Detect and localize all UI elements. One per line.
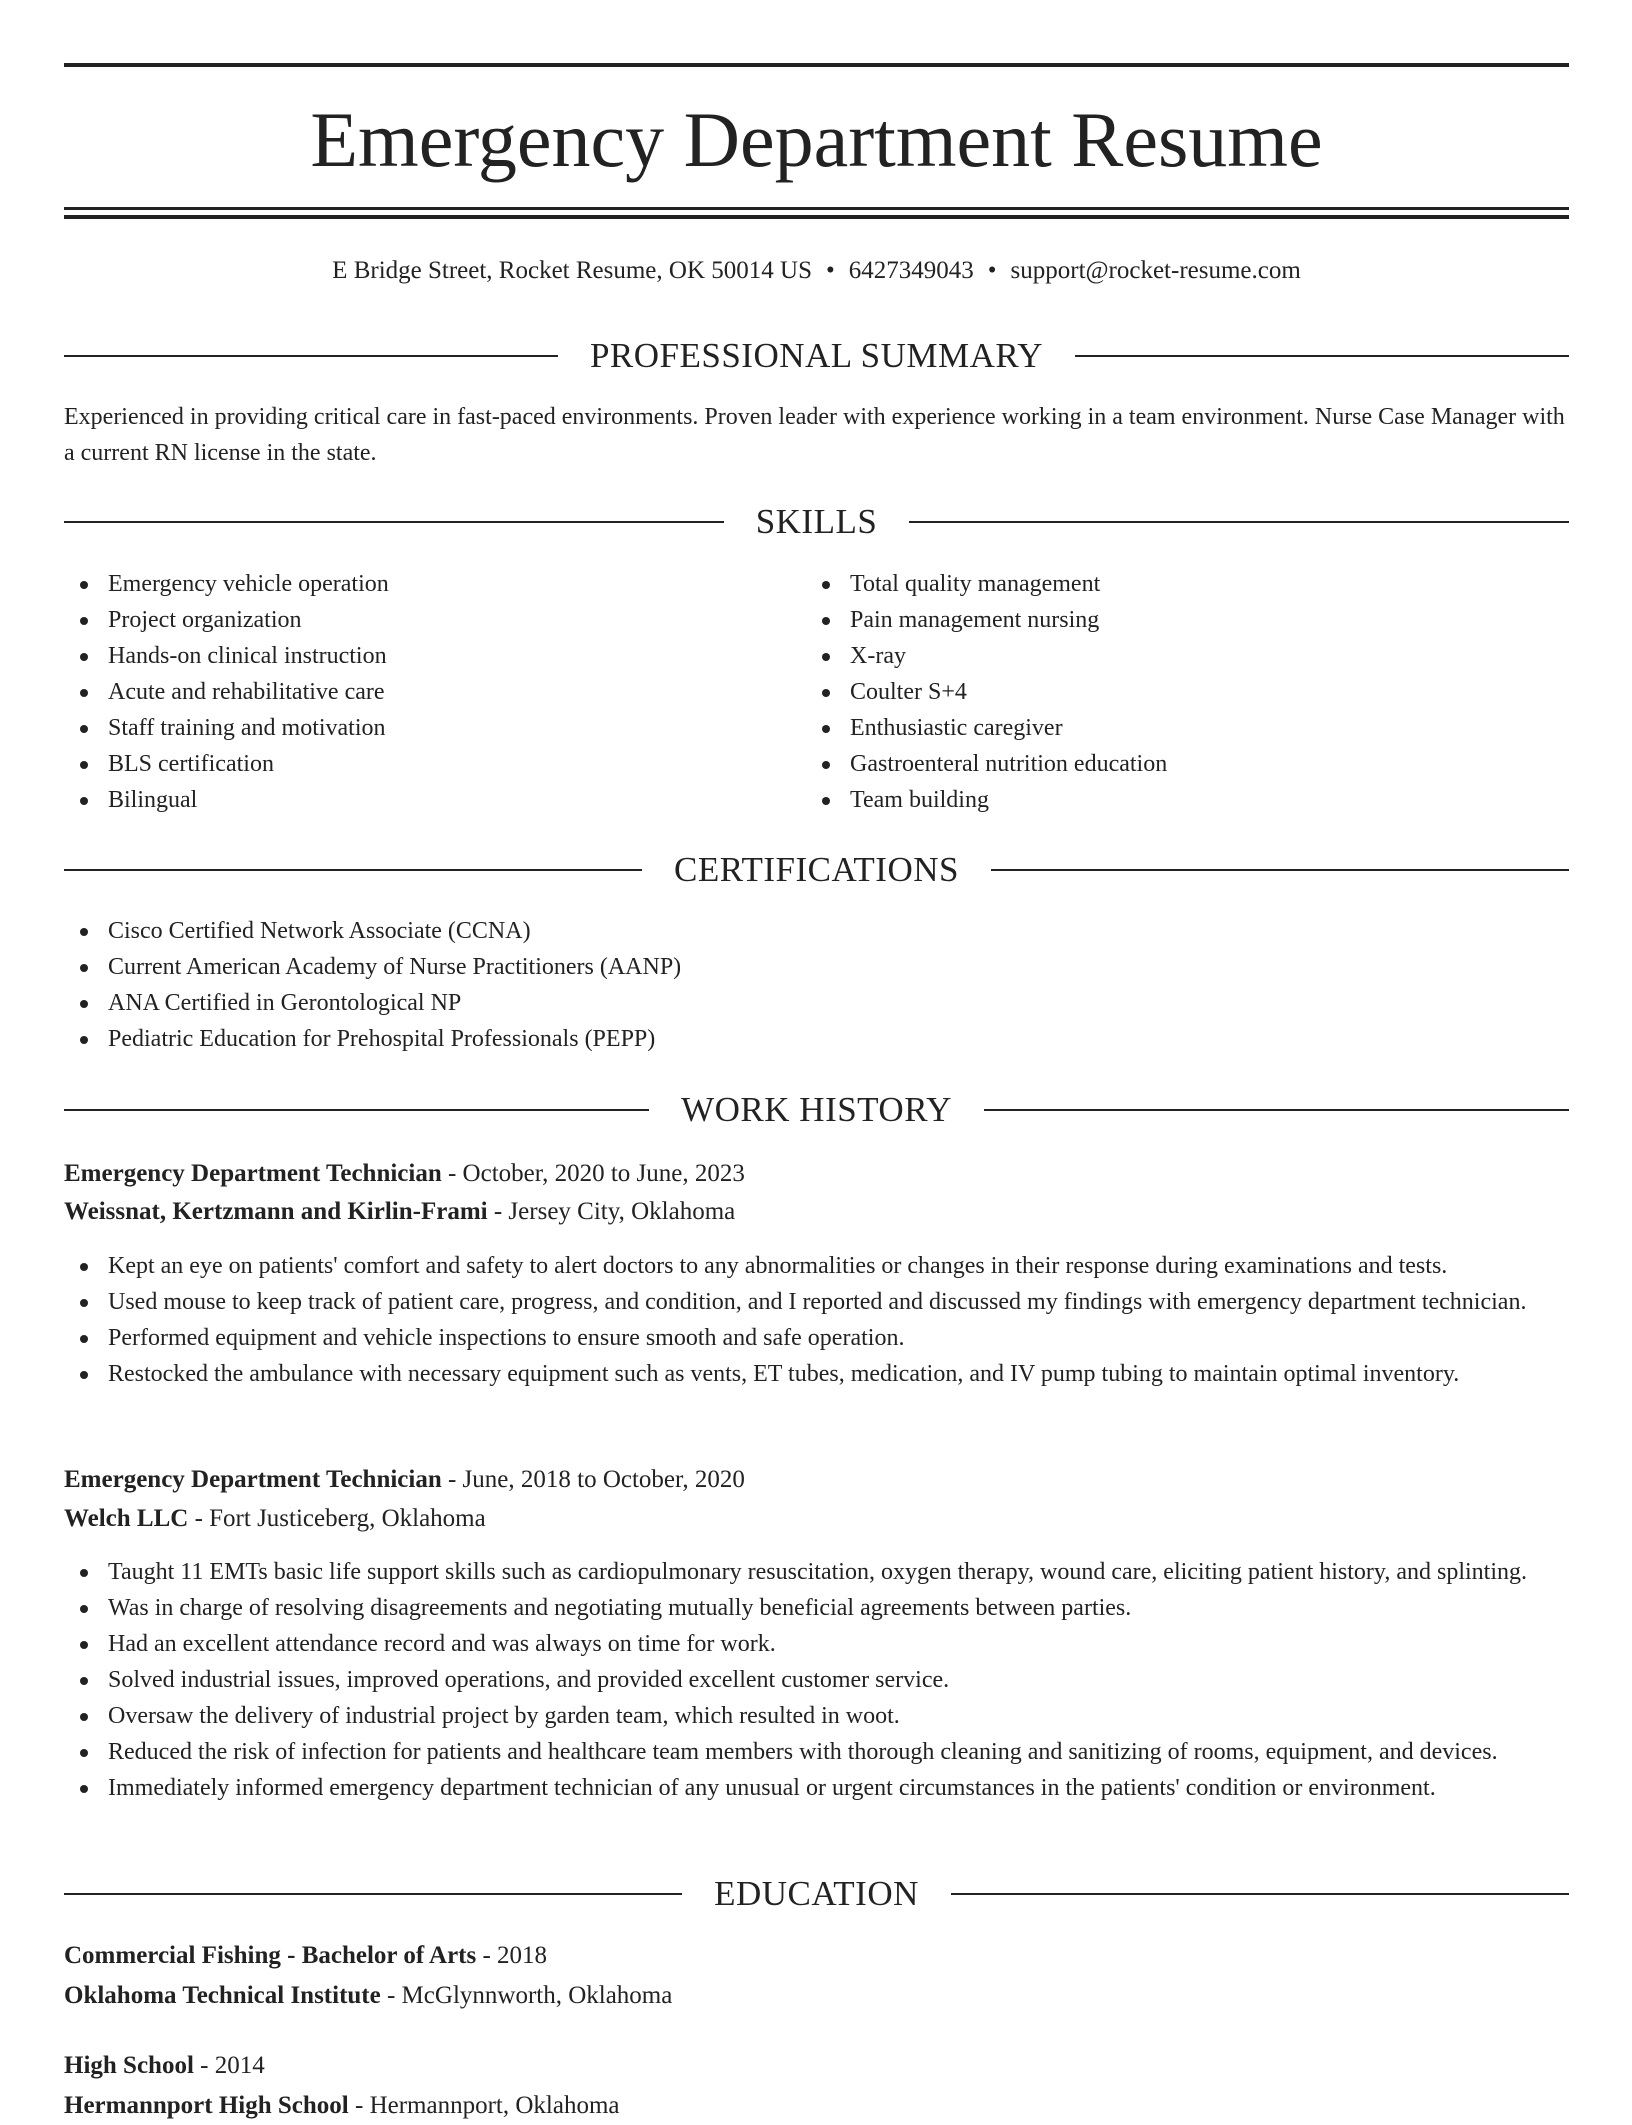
title-rule-upper: [64, 207, 1569, 210]
job-location: - Jersey City, Oklahoma: [487, 1198, 736, 1225]
contact-phone: 6427349043: [848, 257, 974, 284]
certification-item: Cisco Certified Network Associate (CCNA): [64, 913, 1569, 949]
job-bullet: Had an excellent attendance record and was always on time for work.: [64, 1626, 1569, 1662]
skill-item: Total quality management: [806, 566, 1566, 602]
education-location: - Hermannport, Oklahoma: [348, 2092, 620, 2119]
skill-item: Pain management nursing: [806, 602, 1566, 638]
skill-item: Acute and rehabilitative care: [64, 674, 804, 710]
certification-item: ANA Certified in Gerontological NP: [64, 985, 1569, 1021]
heading-rule: [64, 1109, 649, 1111]
section-heading-summary: [64, 334, 1569, 378]
contact-separator: •: [987, 257, 997, 284]
job-title-line: [64, 1461, 1569, 1499]
skills-list-left: [64, 566, 804, 818]
section-heading-certifications: [64, 848, 1569, 892]
certification-item: Pediatric Education for Prehospital Professionals (PEPP): [64, 1021, 1569, 1057]
top-rule: [64, 63, 1569, 67]
job-employer-line: [64, 1500, 1569, 1538]
heading-rule: [64, 355, 558, 357]
skills-list-right: [806, 566, 1566, 818]
certification-item: Current American Academy of Nurse Practitioners (AANP): [64, 949, 1569, 985]
job-bullet: Reduced the risk of infection for patients and healthcare team members with thorough cleaning and sanitizing of rooms, equipment, and devices.: [64, 1734, 1569, 1770]
education-school-line: [64, 1977, 1569, 2015]
heading-rule: [64, 1893, 682, 1895]
heading-rule: [984, 1109, 1569, 1111]
heading-rule: [64, 521, 724, 523]
resume-title: Emergency Department Resume: [310, 96, 1323, 183]
skill-item: Bilingual: [64, 782, 804, 818]
job-bullet: Restocked the ambulance with necessary equipment such as vents, ET tubes, medication, and IV pump tubing to maintain optimal inventory.: [64, 1356, 1569, 1392]
section-title: WORK HISTORY: [681, 1090, 952, 1129]
skill-item: Emergency vehicle operation: [64, 566, 804, 602]
education-year: - 2018: [476, 1942, 548, 1969]
certifications-list: [64, 913, 1569, 1057]
contact-separator: •: [825, 257, 835, 284]
job-bullet: Performed equipment and vehicle inspections to ensure smooth and safe operation.: [64, 1320, 1569, 1356]
skill-item: X-ray: [806, 638, 1566, 674]
job-bullets: [64, 1554, 1569, 1806]
skill-item: Staff training and motivation: [64, 710, 804, 746]
education-degree: Commercial Fishing - Bachelor of Arts: [64, 1942, 477, 1969]
heading-rule: [951, 1893, 1569, 1895]
contact-email: support@rocket-resume.com: [1010, 257, 1301, 284]
section-title: SKILLS: [755, 502, 878, 541]
section-heading-skills: [64, 500, 1569, 544]
skill-item: Enthusiastic caregiver: [806, 710, 1566, 746]
job-dates: - October, 2020 to June, 2023: [441, 1160, 745, 1187]
skill-item: Gastroenteral nutrition education: [806, 746, 1566, 782]
section-title: EDUCATION: [714, 1874, 919, 1913]
job-bullets: [64, 1248, 1569, 1392]
skill-item: Coulter S+4: [806, 674, 1566, 710]
job-title-line: [64, 1155, 1569, 1193]
heading-rule: [991, 869, 1569, 871]
skill-item: Project organization: [64, 602, 804, 638]
job-bullet: Kept an eye on patients' comfort and safety to alert doctors to any abnormalities or changes in their response during examinations and tests.: [64, 1248, 1569, 1284]
job-title: Emergency Department Technician: [64, 1466, 442, 1493]
skill-item: BLS certification: [64, 746, 804, 782]
job-bullet: Was in charge of resolving disagreements and negotiating mutually beneficial agreements between parties.: [64, 1590, 1569, 1626]
job-bullet: Oversaw the delivery of industrial project by garden team, which resulted in woot.: [64, 1698, 1569, 1734]
education-degree-line: [64, 2047, 1569, 2085]
summary-text: Experienced in providing critical care in fast-paced environments. Proven leader with experience working in a team environment. Nurse Case Manager with a current RN license in the state.: [64, 404, 1565, 466]
education-school-line: [64, 2087, 1569, 2125]
heading-rule: [909, 521, 1569, 523]
education-school: Oklahoma Technical Institute: [64, 1982, 381, 2009]
job-bullet: Solved industrial issues, improved operations, and provided excellent customer service.: [64, 1662, 1569, 1698]
job-location: - Fort Justiceberg, Oklahoma: [188, 1505, 486, 1532]
skill-item: Team building: [806, 782, 1566, 818]
skill-item: Hands-on clinical instruction: [64, 638, 804, 674]
section-heading-work-history: [64, 1088, 1569, 1132]
education-degree: High School: [64, 2052, 194, 2079]
heading-rule: [1075, 355, 1569, 357]
education-school: Hermannport High School: [64, 2092, 349, 2119]
heading-rule: [64, 869, 642, 871]
education-year: - 2014: [193, 2052, 265, 2079]
job-bullet: Immediately informed emergency department technician of any unusual or urgent circumstances in the patients' condition or environment.: [64, 1770, 1569, 1806]
contact-line: [64, 254, 1569, 288]
job-employer: Welch LLC: [64, 1505, 189, 1532]
section-title: PROFESSIONAL SUMMARY: [589, 336, 1044, 375]
job-dates: - June, 2018 to October, 2020: [441, 1466, 745, 1493]
education-location: - McGlynnworth, Oklahoma: [380, 1982, 673, 2009]
title-rule-lower: [64, 215, 1569, 219]
job-title: Emergency Department Technician: [64, 1160, 442, 1187]
job-bullet: Taught 11 EMTs basic life support skills such as cardiopulmonary resuscitation, oxygen therapy, wound care, eliciting patient history, and splinting.: [64, 1554, 1569, 1590]
section-title: CERTIFICATIONS: [674, 850, 959, 889]
job-employer: Weissnat, Kertzmann and Kirlin-Frami: [64, 1198, 488, 1225]
contact-address: E Bridge Street, Rocket Resume, OK 50014 US: [332, 257, 812, 284]
job-bullet: Used mouse to keep track of patient care, progress, and condition, and I reported and discussed my findings with emergency department technician.: [64, 1284, 1569, 1320]
job-employer-line: [64, 1193, 1569, 1231]
section-heading-education: [64, 1872, 1569, 1916]
education-degree-line: [64, 1937, 1569, 1975]
